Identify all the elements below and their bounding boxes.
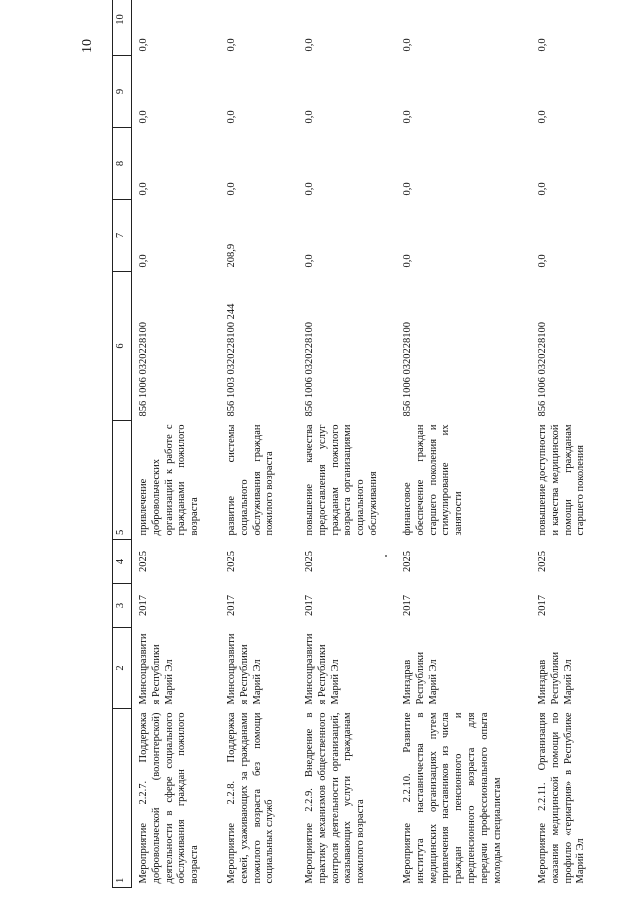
measure-cell: Мероприятие 2.2.9. Внедрение в практику механизмов общественного контроля деятельности организаций, оказывающих услуги гражданам пожилого возраста — [304, 712, 367, 884]
start-year-cell: 2017 — [138, 595, 149, 616]
result-cell: финансовое обеспечение граждан старшего поколения и стимулирование их занятости — [402, 424, 465, 536]
value-cell-7: 208,9 — [226, 243, 237, 268]
executor-cell: Минздрав Республики Марий Эл — [537, 651, 574, 705]
end-year-cell: 2025 — [138, 551, 149, 572]
value-cell-7: 0,0 — [304, 254, 315, 268]
value-cell-9: 0,0 — [138, 110, 149, 124]
executor-cell: Минсоцразвития Республики Марий Эл — [304, 633, 341, 705]
rotated-page-content — [112, 14, 632, 888]
end-year-cell: 2025 — [226, 551, 237, 572]
table-row — [531, 0, 621, 888]
page-number: 10 — [80, 39, 95, 53]
end-year-cell: 2025 — [537, 551, 548, 572]
column-header-3: 3 — [113, 584, 132, 628]
value-cell-10: 0,0 — [138, 38, 149, 52]
value-cell-8: 0,0 — [304, 182, 315, 196]
executor-cell: Минсоцразвития Республики Марий Эл — [226, 633, 263, 705]
value-cell-8: 0,0 — [537, 182, 548, 196]
column-header-2: 2 — [113, 628, 132, 709]
table-row — [298, 0, 396, 888]
executor-cell: Минздрав Республики Марий Эл — [402, 651, 439, 705]
measure-cell: Мероприятие 2.2.10. Развитие института наставничества в медицинских организациях путем привлечения наставников из числа граждан пенсионного и предпенсионного возраста для передачи профессионального опыта молодым специалистам — [402, 712, 503, 884]
result-cell: привлечение добровольческих организаций к работе с гражданами пожилого возраста — [138, 424, 201, 536]
value-cell-10: 0,0 — [537, 38, 548, 52]
column-header-9: 9 — [113, 56, 132, 128]
budget-code-cell: 856 1006 0320228100 — [304, 322, 315, 417]
value-cell-10: 0,0 — [226, 38, 237, 52]
value-cell-7: 0,0 — [402, 254, 413, 268]
start-year-cell: 2017 — [304, 595, 315, 616]
column-header-7: 7 — [113, 200, 132, 272]
table-header-row — [113, 0, 132, 888]
measure-cell: Мероприятие 2.2.11. Организация оказания медицинской помощи по профилю «гериатрия» в Республике Марий Эл — [537, 712, 587, 884]
result-cell: повышение качества предоставления услуг гражданам пожилого возраста организациями социального обслуживания — [304, 424, 379, 536]
column-header-4: 4 — [113, 540, 132, 584]
measure-cell: Мероприятие 2.2.7. Поддержка добровольческой (волонтерской) деятельности в сфере социального обслуживания граждан пожилого возраста — [138, 712, 201, 884]
budget-code-cell: 856 1003 0320228100 244 — [226, 303, 237, 417]
start-year-cell: 2017 — [402, 595, 413, 616]
value-cell-9: 0,0 — [226, 110, 237, 124]
end-year-cell: 2025 — [402, 551, 413, 572]
value-cell-9: 0,0 — [402, 110, 413, 124]
column-header-5: 5 — [113, 421, 132, 540]
scan-speck — [385, 555, 387, 557]
value-cell-8: 0,0 — [138, 182, 149, 196]
start-year-cell: 2017 — [537, 595, 548, 616]
budget-code-cell: 856 1006 0320228100 — [402, 322, 413, 417]
executor-cell: Минсоцразвития Республики Марий Эл — [138, 633, 175, 705]
end-year-cell: 2025 — [304, 551, 315, 572]
column-header-8: 8 — [113, 128, 132, 200]
result-cell: повышение доступности и качества медицинской помощи гражданам старшего поколения — [537, 424, 587, 536]
table-row — [396, 0, 531, 888]
value-cell-7: 0,0 — [537, 254, 548, 268]
value-cell-8: 0,0 — [402, 182, 413, 196]
table-row — [132, 0, 221, 888]
column-header-6: 6 — [113, 272, 132, 421]
result-cell: развитие системы социального обслуживания граждан пожилого возраста — [226, 424, 276, 536]
measure-cell: Мероприятие 2.2.8. Поддержка семей, ухаживающих за гражданами пожилого возраста без помощи социальных служб — [226, 712, 276, 884]
value-cell-8: 0,0 — [226, 182, 237, 196]
value-cell-7: 0,0 — [138, 254, 149, 268]
program-measures-table — [112, 0, 621, 888]
value-cell-9: 0,0 — [537, 110, 548, 124]
value-cell-10: 0,0 — [304, 38, 315, 52]
table-row — [220, 0, 298, 888]
budget-code-cell: 856 1006 0320228100 — [537, 322, 548, 417]
budget-code-cell: 856 1006 0320228100 — [138, 322, 149, 417]
column-header-10: 10 — [113, 0, 132, 56]
value-cell-10: 0,0 — [402, 38, 413, 52]
value-cell-9: 0,0 — [304, 110, 315, 124]
column-header-1: 1 — [113, 709, 132, 888]
start-year-cell: 2017 — [226, 595, 237, 616]
